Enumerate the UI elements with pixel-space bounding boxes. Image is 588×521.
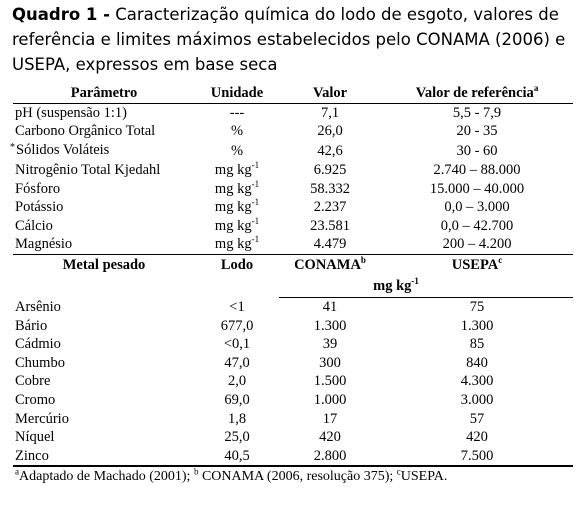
cell-metal: Mercúrio [15,410,69,427]
cell-valor: 23.581 [310,217,350,234]
cell-lodo: 25,0 [224,429,250,446]
table1-header-row [13,84,573,103]
cell-valor-referencia: 2.740 – 88.000 [433,162,521,179]
sludge-characterization-table [10,83,573,487]
cell-conama: 420 [319,429,341,446]
cell-unidade: mg $kg^{-1}$ [214,197,260,216]
cell-metal: Cobre [15,373,51,390]
cell-unidade: --- [229,104,245,121]
table1-row [13,141,573,161]
cell-lodo: 40,5 [224,447,250,464]
cell-lodo: 2,0 [227,373,247,390]
cell-unidade: mg $kg^{-1}$ [214,160,260,179]
header-metal-pesado: Metal pesado [62,256,146,273]
header-valor: Valor [279,84,381,103]
cell-conama: 1.000 [313,392,347,409]
cell-unidade: % [230,142,244,159]
table2-row [13,391,573,410]
cell-usepa: 7.500 [460,447,494,464]
table1-row [13,179,573,198]
cell-parametro: Carbono Orgânico Total [15,123,156,140]
cell-metal: Arsênio [15,298,61,315]
cell-parametro: *Sólidos Voláteis [10,141,110,158]
cell-valor: 4.479 [279,235,381,254]
cell-metal: Bário [15,317,48,334]
cell-valor: 26,0 [317,123,343,140]
table-caption [12,2,586,77]
cell-lodo: 47,0 [224,354,250,371]
cell-usepa: 4.300 [460,373,494,390]
cell-usepa: 840 [466,354,488,371]
table2-unit-row [13,275,573,298]
cell-metal: Níquel [15,429,55,446]
table-footnote-row [13,466,573,487]
cell-usepa: 75 [469,299,485,316]
cell-valor-referencia: 200 – 4.200 [381,235,573,254]
cell-parametro: Magnésio [13,235,195,254]
table2-row [13,372,573,391]
cell-valor-referencia: 15.000 – 40.000 [429,180,525,197]
header-valor-referencia: Valor de referência$^a$ [381,84,573,103]
cell-valor-referencia: 20 - 35 [456,123,498,140]
table2-row [13,335,573,354]
cell-metal: Cádmio [15,336,61,353]
header-lodo: Lodo [220,256,254,273]
cell-valor: 7,1 [320,104,340,121]
cell-conama: 41 [322,299,338,316]
cell-usepa: 3.000 [460,392,494,409]
cell-usepa: 420 [466,429,488,446]
cell-valor-referencia: 5,5 - 7,9 [452,104,502,121]
cell-conama: 17 [322,410,338,427]
cell-usepa: 57 [469,410,485,427]
cell-conama: 2.800 [313,447,347,464]
cell-conama: 300 [319,354,341,371]
cell-lodo: 1,8 [227,410,247,427]
caption-text: Caracterização química do lodo de esgoto, valores de referência e limites máximos estabelecidos pelo CONAMA (2006) e USEPA, expressos em base seca [12,5,566,74]
caption-label: Quadro 1 - [12,5,111,24]
cell-lodo: 677,0 [220,317,254,334]
cell-valor: 6.925 [313,162,347,179]
table1-row [13,235,573,254]
cell-conama: 39 [322,336,338,353]
table1-row [13,198,573,217]
cell-unidade: % [230,123,244,140]
header-conama: CONAMA$^b$ [294,254,366,273]
header-unidade: Unidade [195,84,279,103]
cell-lodo: <0,1 [223,336,251,353]
cell-metal: Zinco [15,447,49,464]
cell-usepa: 85 [469,336,485,353]
cell-parametro: Nitrogênio Total Kjedahl [15,162,161,179]
cell-parametro: pH (suspensão 1:1) [15,104,127,121]
cell-valor: 58.332 [310,180,350,197]
table1-row [13,122,573,141]
cell-unidade: mg $kg^{-1}$ [195,235,279,254]
table2-row [13,428,573,447]
cell-conama: 1.500 [313,373,347,390]
cell-usepa: 1.300 [460,317,494,334]
cell-parametro: Potássio [15,199,64,216]
table2-header-row [13,254,573,275]
table2-row [13,316,573,335]
cell-valor: 2.237 [313,199,347,216]
cell-lodo: <1 [229,298,245,315]
table2-row [13,297,573,316]
cell-parametro: Fósforo [15,180,61,197]
header-parametro: Parâmetro [13,84,195,103]
cell-metal: Cromo [15,392,56,409]
cell-valor-referencia: 0,0 – 3.000 [444,199,510,216]
cell-unidade: mg $kg^{-1}$ [214,216,260,234]
cell-valor-referencia: 0,0 – 42.700 [440,217,514,234]
cell-valor: 42,6 [317,142,343,159]
cell-metal: Chumbo [15,354,65,371]
table2-row [13,409,573,428]
table2-row [13,447,573,467]
table-footnote: $^a$Adaptado de Machado (2001); $^b$ CONAMA (2006, resolução 375); $^c$USEPA. [13,466,573,487]
cell-parametro: Cálcio [15,217,53,234]
table1-row [13,103,573,122]
cell-unidade: mg $kg^{-1}$ [214,178,260,197]
table2-unit: mg $kg^{-1}$ [279,275,573,298]
cell-lodo: 69,0 [224,392,250,409]
cell-valor-referencia: 30 - 60 [456,142,498,159]
table1-row [13,217,573,236]
table1-row [13,161,573,180]
header-usepa: USEPA$^c$ [451,254,503,273]
cell-conama: 1.300 [313,317,347,334]
table2-row [13,354,573,373]
